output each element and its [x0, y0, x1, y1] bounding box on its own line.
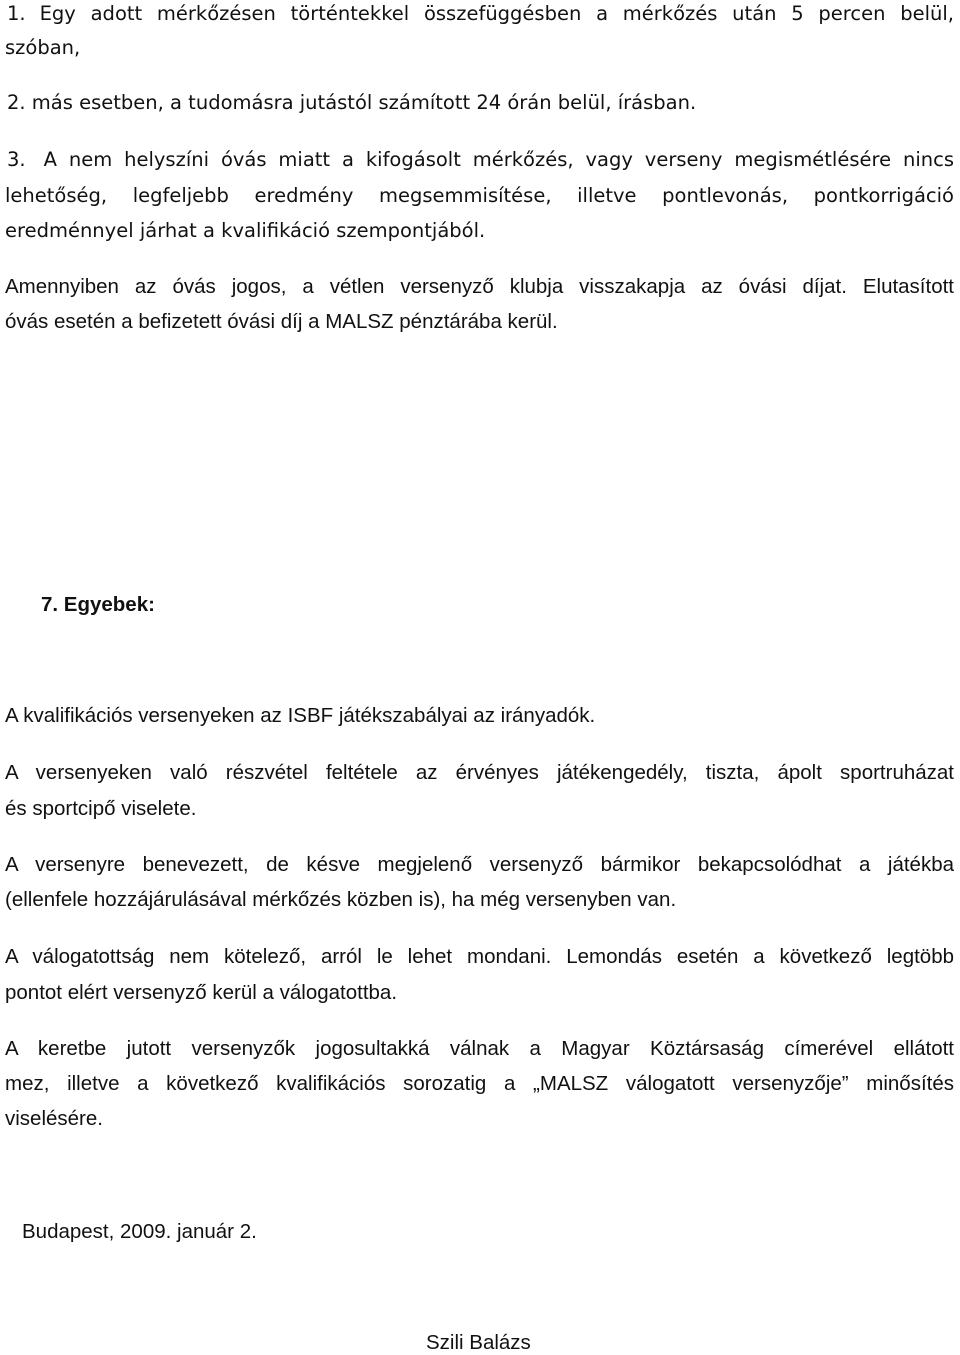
section7-paragraph-4-line-1: A válogatottság nem kötelező, arról le lehet mondani. Lemondás esetén a következő legtöbb	[5, 945, 954, 968]
place-and-date: Budapest, 2009. január 2.	[22, 1220, 257, 1243]
section7-paragraph-5-line-2: mez, illetve a következő kvalifikációs sorozatig a „MALSZ válogatott versenyzője” minősítés	[5, 1072, 954, 1095]
section7-paragraph-3-line-2: (ellenfele hozzájárulásával mérkőzés közben is), ha még versenyben van.	[5, 888, 677, 911]
signature-name: Szili Balázs	[426, 1331, 531, 1354]
section7-paragraph-4-line-2: pontot elért versenyző kerül a válogatottba.	[5, 981, 398, 1004]
list-item-3-text: A nem helyszíni óvás miatt a kifogásolt mérkőzés, vagy verseny megismétlésére nincs	[43, 148, 954, 171]
list-item-3-line-3: eredménnyel járhat a kvalifikáció szempontjából.	[5, 219, 486, 242]
list-number-1: 1.	[7, 2, 26, 25]
section-heading: 7. Egyebek:	[41, 593, 155, 616]
list-number-3: 3.	[7, 148, 26, 171]
section7-paragraph-5-line-1: A keretbe jutott versenyzők jogosultakká válnak a Magyar Köztársaság címerével ellátott	[5, 1037, 954, 1060]
fee-paragraph-line-1: Amennyiben az óvás jogos, a vétlen versenyző klubja visszakapja az óvási díjat. Elutasított	[5, 275, 954, 298]
list-item-2-line: 2. más esetben, a tudomásra jutástól számított 24 órán belül, írásban.	[7, 91, 697, 114]
list-item-1-text: Egy adott mérkőzésen történtekkel összefüggésben a mérkőzés után 5 percen belül,	[39, 2, 954, 25]
list-item-3-line-2: lehetőség, legfeljebb eredmény megsemmisítése, illetve pontlevonás, pontkorrigáció	[5, 184, 954, 207]
section7-paragraph-5-line-3: viselésére.	[5, 1107, 103, 1130]
section7-paragraph-2-line-2: és sportcipő viselete.	[5, 797, 197, 820]
list-item-1-line-2: szóban,	[5, 36, 81, 59]
section7-paragraph-2-line-1: A versenyeken való részvétel feltétele az érvényes játékengedély, tiszta, ápolt sportruházat	[5, 761, 954, 784]
section7-paragraph-3-line-1: A versenyre benevezett, de késve megjelenő versenyző bármikor bekapcsolódhat a játékba	[5, 853, 954, 876]
list-item-1-line-1	[7, 4, 954, 24]
list-item-3-line-1	[7, 150, 954, 170]
section7-paragraph-1: A kvalifikációs versenyeken az ISBF játékszabályai az irányadók.	[5, 704, 596, 727]
fee-paragraph-line-2: óvás esetén a befizetett óvási díj a MALSZ pénztárába kerül.	[5, 310, 558, 333]
